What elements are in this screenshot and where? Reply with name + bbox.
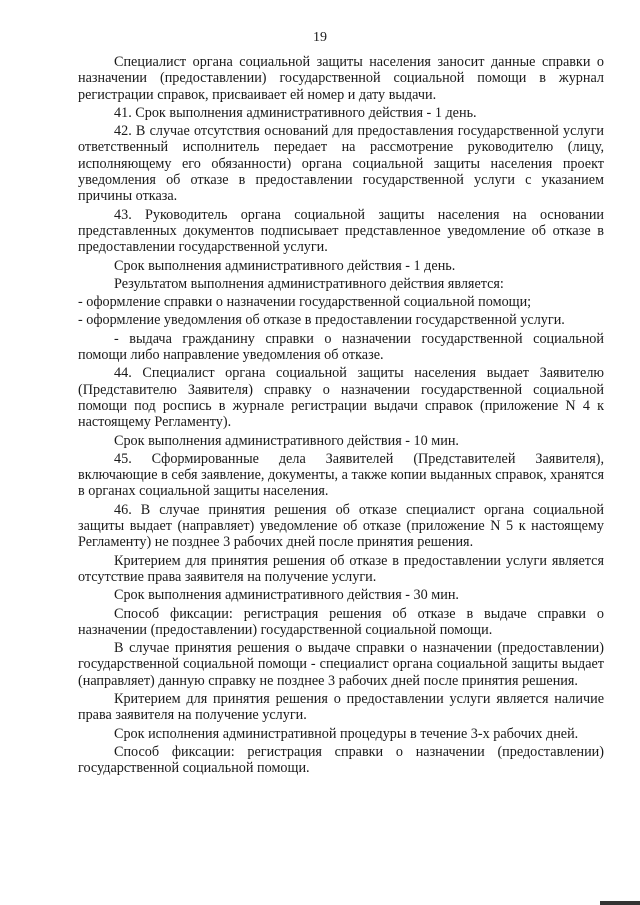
- paragraph: 46. В случае принятия решения об отказе специалист органа социальной защиты выдает (направляет) уведомление об отказе (приложение N 5 к настоящему Регламенту) не позднее 3 рабочих дней после принятия решения.: [78, 501, 604, 551]
- paragraph: Срок выполнения административного действия - 1 день.: [114, 257, 456, 274]
- paragraph: В случае принятия решения о выдаче справки о назначении (предоставлении) государственной социальной помощи - специалист органа социальной защиты выдает (направляет) данную справку не позднее 3 рабочих дней после принятия решения.: [78, 640, 604, 689]
- paragraph: Способ фиксации: регистрация справки о назначении (предоставлении) государственной социальной помощи.: [78, 743, 604, 777]
- paragraph: 44. Специалист органа социальной защиты населения выдает Заявителю (Представителю Заявителя) справку о назначении государственной социальной помощи под роспись в журнале регистрации выдачи справок (приложение N 4 к настоящему Регламенту).: [78, 365, 604, 431]
- page-number: 19: [313, 30, 327, 45]
- paragraph: Способ фиксации: регистрация решения об отказе в выдаче справки о назначении (предоставлении) государственной социальной помощи.: [78, 605, 604, 638]
- list-item: - оформление уведомления об отказе в предоставлении государственной услуги.: [78, 312, 565, 329]
- paragraph: Результатом выполнения административного действия является:: [114, 275, 504, 292]
- paragraph: 41. Срок выполнения административного действия - 1 день.: [114, 104, 477, 121]
- paragraph: 45. Сформированные дела Заявителей (Представителей Заявителя), включающие в себя заявление, документы, а также копии выданных справок, хранятся в органах социальной защиты населения.: [78, 450, 604, 500]
- paragraph: Критерием для принятия решения о предоставлении услуги является наличие права заявителя на получение услуги.: [78, 690, 604, 724]
- paragraph: Срок исполнения административной процедуры в течение 3-х рабочих дней.: [114, 725, 579, 742]
- scan-edge-mark: [600, 901, 640, 905]
- paragraph: Специалист органа социальной защиты населения заносит данные справки о назначении (предоставлении) государственной социальной помощи в журнал регистрации справок, присваивает ей номер и дату выдачи.: [78, 54, 604, 103]
- paragraph: Срок выполнения административного действия - 30 мин.: [114, 587, 459, 604]
- list-item: - оформление справки о назначении государственной социальной помощи;: [78, 294, 532, 311]
- paragraph: 43. Руководитель органа социальной защиты населения на основании представленных документов подписывает представленное уведомление об отказе в предоставлении государственной услуги.: [78, 206, 604, 256]
- document-body: [78, 54, 604, 778]
- paragraph: Срок выполнения административного действия - 10 мин.: [114, 432, 459, 449]
- paragraph: 42. В случае отсутствия оснований для предоставления государственной услуги ответственный исполнитель передает на рассмотрение руководителю (лицу, исполняющему его обязанности) органа социальной защиты населения проект уведомления об отказе в предоставлении государственной услуги с указанием причины отказа.: [78, 123, 604, 205]
- list-item: - выдача гражданину справки о назначении государственной социальной помощи либо направление уведомления об отказе.: [78, 330, 604, 364]
- paragraph: Критерием для принятия решения об отказе в предоставлении услуги является отсутствие права заявителя на получение услуги.: [78, 552, 604, 585]
